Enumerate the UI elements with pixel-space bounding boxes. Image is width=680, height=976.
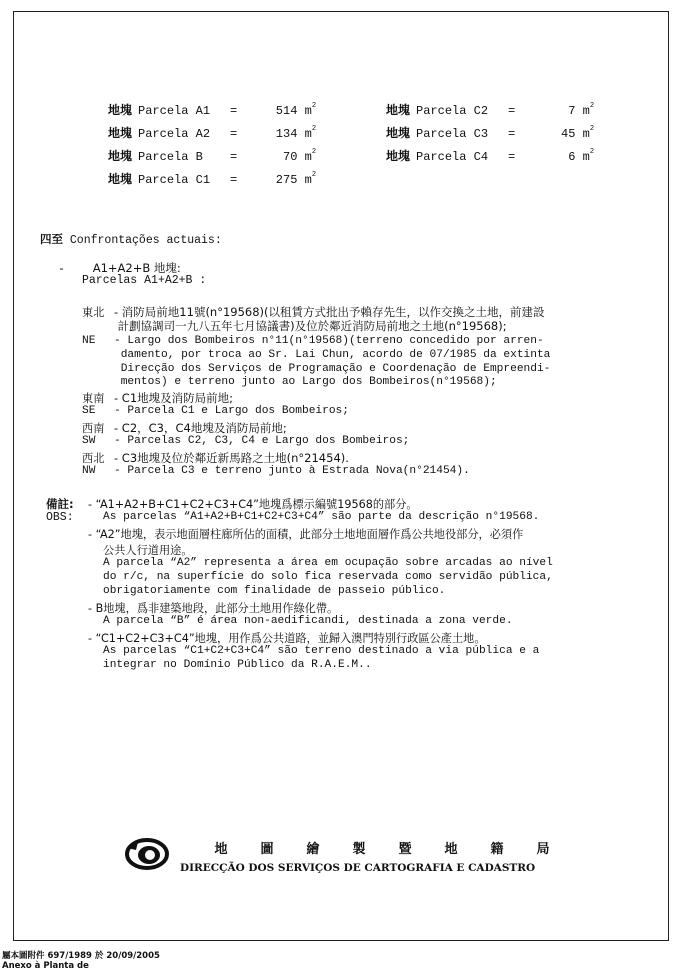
boundary-direction: 西北 bbox=[82, 452, 105, 465]
parcel-label: Parcela C1 bbox=[138, 173, 211, 187]
annex-line-2: Anexo à Planta de bbox=[2, 961, 89, 971]
boundary-text: - C3地塊及位於鄰近新馬路之土地(n°21454). bbox=[114, 451, 349, 465]
boundary-text: - 消防局前地11號(n°19568)(以租賃方式批出予賴存先生，以作交換之土地，前建設 bbox=[114, 305, 545, 319]
parcel-area: 514 $m^2$ bbox=[275, 102, 317, 118]
area-row bbox=[386, 147, 594, 164]
boundary-line bbox=[82, 450, 349, 466]
confrontations-pt: Confrontações actuais: bbox=[69, 234, 222, 247]
equals-sign: = bbox=[230, 150, 238, 164]
boundary-direction: SE bbox=[82, 405, 96, 417]
boundary-line bbox=[82, 318, 507, 334]
boundary-text: mentos) e terreno junto ao Largo dos Bombeiros(n°19568); bbox=[114, 376, 497, 388]
parcel-label: Parcela C4 bbox=[416, 150, 489, 164]
note-line: A parcela “A2” representa a área em ocupação sobre arcadas ao nível bbox=[103, 557, 553, 569]
parcel-zh-label: 地塊 bbox=[108, 126, 133, 140]
boundary-direction: 東南 bbox=[82, 392, 105, 405]
area-row bbox=[108, 101, 316, 118]
boundary-direction: SW bbox=[82, 435, 96, 447]
boundary-direction: 東北 bbox=[82, 306, 105, 319]
department-char: 繪 bbox=[306, 842, 320, 857]
boundary-direction: 西南 bbox=[82, 422, 105, 435]
department-name-pt: DIRECÇÃO DOS SERVIÇOS DE CARTOGRAFIA E CADASTRO bbox=[180, 862, 536, 874]
boundary-text: - Parcela C3 e terreno junto à Estrada Nova(n°21454). bbox=[114, 465, 470, 477]
parcel-area: 70 $m^2$ bbox=[283, 148, 317, 164]
equals-sign: = bbox=[230, 173, 238, 187]
notes-label-zh: 備註: bbox=[46, 497, 74, 511]
boundary-text: damento, por troca ao Sr. Lai Chun, acordo de 07/1985 da extinta bbox=[114, 349, 551, 361]
annex-line-1: 屬本圖附件 697/1989 於 20/09/2005 bbox=[2, 951, 160, 961]
department-char: 圖 bbox=[260, 842, 274, 857]
department-name-zh bbox=[198, 838, 566, 857]
boundary-text: Direcção dos Serviços de Programação e Coordenação de Empreendi- bbox=[114, 363, 551, 375]
note-line: - “A2”地塊，表示地面層柱廊所佔的面積，此部分土地地面層作爲公共地役部分，必須作 bbox=[88, 528, 524, 541]
parcel-label: Parcela A2 bbox=[138, 127, 211, 141]
parcel-label: Parcela B bbox=[138, 150, 203, 164]
group-dash: - bbox=[58, 263, 65, 276]
equals-sign: = bbox=[508, 150, 516, 164]
department-char: 局 bbox=[536, 842, 550, 857]
boundary-text: - Parcelas C2, C3, C4 e Largo dos Bombeiros; bbox=[114, 435, 410, 447]
department-char: 暨 bbox=[398, 842, 412, 857]
boundary-direction: NW bbox=[82, 465, 96, 477]
boundary-line bbox=[82, 376, 497, 388]
parcel-zh-label: 地塊 bbox=[108, 103, 133, 117]
boundary-line bbox=[82, 335, 544, 347]
boundary-line bbox=[82, 363, 550, 375]
parcel-label: Parcela A1 bbox=[138, 104, 211, 118]
note-line: As parcelas “C1+C2+C3+C4” são terreno destinado a via pública e a bbox=[103, 645, 540, 657]
confrontations-zh: 四至 bbox=[40, 232, 63, 246]
boundary-line bbox=[82, 420, 287, 436]
group-pt: Parcelas A1+A2+B : bbox=[82, 274, 207, 287]
parcel-area: 275 $m^2$ bbox=[275, 171, 317, 187]
note-line: integrar no Domínio Público da R.A.E.M.. bbox=[103, 659, 372, 671]
parcel-area: 45 $m^2$ bbox=[561, 125, 595, 141]
note-line: 公共人行道用途。 bbox=[103, 544, 193, 557]
department-char: 地 bbox=[444, 842, 458, 857]
department-char: 製 bbox=[352, 842, 366, 857]
boundary-line bbox=[82, 390, 233, 406]
note-line: do r/c, na superfície do solo fica reservada como servidão pública, bbox=[103, 571, 553, 583]
note-line: - “A1+A2+B+C1+C2+C3+C4”地塊爲標示編號19568的部分。 bbox=[88, 498, 418, 511]
boundary-text: - Largo dos Bombeiros n°11(n°19568)(terreno concedido por arren- bbox=[114, 335, 544, 347]
cartography-logo-icon bbox=[124, 836, 170, 872]
boundary-text: - Parcela C1 e Largo dos Bombeiros; bbox=[114, 405, 349, 417]
note-line: - “C1+C2+C3+C4”地塊，用作爲公共道路，並歸入澳門特別行政區公產土地。 bbox=[88, 632, 486, 645]
boundary-text: - C2，C3，C4地塊及消防局前地; bbox=[114, 421, 287, 435]
parcel-area: 6 $m^2$ bbox=[568, 148, 595, 164]
boundary-text: - C1地塊及消防局前地; bbox=[114, 391, 234, 405]
boundary-text: 計劃協調司一九八五年七月協議書)及位於鄰近消防局前地之土地(n°19568); bbox=[114, 319, 507, 333]
area-row bbox=[108, 124, 316, 141]
parcel-zh-label: 地塊 bbox=[386, 103, 411, 117]
department-char: 籍 bbox=[490, 842, 504, 857]
parcel-label: Parcela C2 bbox=[416, 104, 489, 118]
area-row bbox=[386, 124, 594, 141]
notes-label-pt: OBS: bbox=[46, 511, 74, 524]
note-line: As parcelas “A1+A2+B+C1+C2+C3+C4” são parte da descrição n°19568. bbox=[103, 511, 540, 523]
department-char: 地 bbox=[214, 842, 228, 857]
equals-sign: = bbox=[508, 127, 516, 141]
note-line: A parcela “B” é área non-aedificandi, destinada a zona verde. bbox=[103, 615, 513, 627]
note-line: obrigatoriamente com finalidade de passeio público. bbox=[103, 585, 446, 597]
boundary-line bbox=[82, 465, 470, 477]
parcel-zh-label: 地塊 bbox=[108, 172, 133, 186]
parcel-zh-label: 地塊 bbox=[386, 126, 411, 140]
area-row bbox=[108, 170, 316, 187]
boundary-line bbox=[82, 349, 550, 361]
confrontations-heading bbox=[40, 231, 222, 247]
parcel-zh-label: 地塊 bbox=[386, 149, 411, 163]
equals-sign: = bbox=[230, 127, 238, 141]
equals-sign: = bbox=[508, 104, 516, 118]
parcel-area: 7 $m^2$ bbox=[568, 102, 595, 118]
boundary-direction: NE bbox=[82, 335, 96, 347]
equals-sign: = bbox=[230, 104, 238, 118]
note-line: - B地塊，爲非建築地段，此部分土地用作綠化帶。 bbox=[88, 602, 339, 615]
group-zh: A1+A2+B 地塊: bbox=[92, 261, 181, 275]
parcel-label: Parcela C3 bbox=[416, 127, 489, 141]
boundary-line bbox=[82, 405, 349, 417]
area-row bbox=[108, 147, 316, 164]
area-row bbox=[386, 101, 594, 118]
boundary-line bbox=[82, 435, 409, 447]
parcel-zh-label: 地塊 bbox=[108, 149, 133, 163]
parcel-area: 134 $m^2$ bbox=[275, 125, 317, 141]
